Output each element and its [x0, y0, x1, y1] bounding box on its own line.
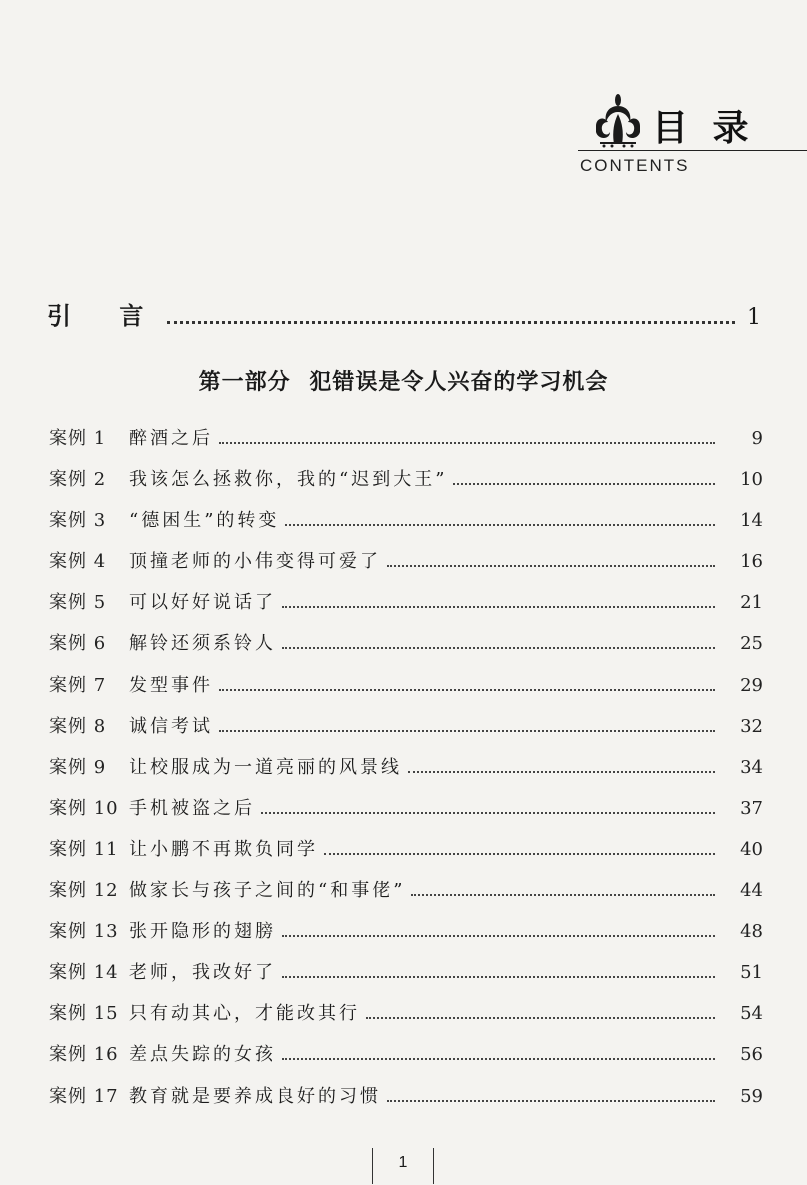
floral-ornament-icon: [592, 92, 644, 148]
part-title: 犯错误是令人兴奋的学习机会: [309, 370, 609, 395]
toc-entry-case[interactable]: [49, 1040, 763, 1081]
case-title: 老师，我改好了: [129, 962, 276, 984]
toc-entry-case[interactable]: [49, 1082, 763, 1123]
case-label: 案例 12: [49, 880, 119, 902]
toc-entry-case[interactable]: [49, 712, 763, 753]
case-label: 案例 10: [49, 797, 119, 819]
dot-leader: [167, 320, 735, 324]
dot-leader: [282, 605, 715, 608]
case-label: 案例 13: [49, 921, 119, 943]
case-title: 只有动其心，才能改其行: [129, 1003, 360, 1025]
toc-entry-case[interactable]: [49, 465, 763, 506]
case-label: 案例 17: [49, 1085, 119, 1107]
toc-entry-case[interactable]: [49, 876, 763, 917]
dot-leader: [324, 852, 715, 855]
case-label: 案例 6: [49, 633, 107, 655]
case-label: 案例 11: [49, 838, 119, 860]
toc-entry-case[interactable]: [49, 629, 763, 670]
case-title: 手机被盗之后: [129, 797, 255, 819]
case-page-number: 10: [740, 469, 763, 491]
dot-leader: [453, 482, 715, 485]
case-title: 顶撞老师的小伟变得可爱了: [129, 551, 381, 573]
dot-leader: [219, 441, 715, 444]
dot-leader: [366, 1016, 715, 1019]
dot-leader: [408, 770, 715, 773]
case-label: 案例 16: [49, 1044, 119, 1066]
case-page-number: 16: [740, 551, 763, 573]
case-title: 解铃还须系铃人: [129, 633, 276, 655]
page-number: 1: [398, 1154, 408, 1171]
dot-leader: [282, 975, 715, 978]
case-title: “德困生”的转变: [129, 510, 280, 532]
dot-leader: [219, 729, 715, 732]
case-page-number: 44: [740, 880, 763, 902]
dot-leader: [261, 811, 715, 814]
toc-entry-case[interactable]: [49, 753, 763, 794]
dot-leader: [411, 893, 715, 896]
toc-entry-case[interactable]: [49, 999, 763, 1040]
case-label: 案例 4: [49, 551, 107, 573]
case-page-number: 40: [740, 838, 763, 860]
toc-entry-case[interactable]: [49, 547, 763, 588]
dot-leader: [282, 934, 715, 937]
case-page-number: 32: [740, 715, 763, 737]
part-heading: [0, 365, 807, 396]
case-title: 诚信考试: [129, 715, 213, 737]
intro-page-number: 1: [747, 305, 761, 330]
part-number: 第一部分: [198, 370, 291, 395]
case-title: 醉酒之后: [129, 428, 213, 449]
case-label: 案例 5: [49, 592, 107, 614]
dot-leader: [285, 523, 715, 526]
toc-entry-case[interactable]: [49, 588, 763, 629]
toc-entry-case[interactable]: [49, 835, 763, 876]
toc-entry-case[interactable]: [49, 917, 763, 958]
case-title: 发型事件: [129, 674, 213, 696]
case-page-number: 34: [740, 756, 763, 778]
intro-label: 引 言: [47, 302, 164, 330]
toc-entry-case[interactable]: [49, 958, 763, 999]
toc-entry-intro[interactable]: [47, 296, 761, 332]
case-label: 案例 9: [49, 756, 107, 778]
toc-entry-case[interactable]: [49, 794, 763, 835]
case-page-number: 59: [740, 1085, 763, 1107]
case-label: 案例 2: [49, 469, 107, 491]
case-label: 案例 1: [49, 428, 107, 449]
dot-leader: [282, 1057, 715, 1060]
case-page-number: 48: [740, 921, 763, 943]
case-title: 做家长与孩子之间的“和事佬”: [129, 880, 406, 902]
dot-leader: [387, 564, 715, 567]
case-title: 差点失踪的女孩: [129, 1044, 276, 1066]
case-title: 可以好好说话了: [129, 592, 276, 614]
dot-leader: [282, 646, 715, 649]
case-label: 案例 8: [49, 715, 107, 737]
case-page-number: 25: [740, 633, 763, 655]
case-label: 案例 14: [49, 962, 119, 984]
case-page-number: 29: [740, 674, 763, 696]
toc-entry-case[interactable]: [49, 671, 763, 712]
toc-entry-case[interactable]: [49, 506, 763, 547]
case-page-number: 9: [751, 428, 763, 449]
case-label: 案例 7: [49, 674, 107, 696]
case-list: [49, 424, 763, 1123]
case-title: 我该怎么拯救你，我的“迟到大王”: [129, 469, 448, 491]
toc-entry-case[interactable]: [49, 424, 763, 465]
case-page-number: 14: [740, 510, 763, 532]
toc-header: [578, 92, 807, 182]
case-title: 张开隐形的翅膀: [129, 921, 276, 943]
dot-leader: [219, 688, 715, 691]
case-page-number: 21: [740, 592, 763, 614]
toc-title: 目 录: [652, 108, 755, 149]
case-title: 让小鹏不再欺负同学: [129, 838, 318, 860]
header-divider: [578, 150, 807, 151]
case-page-number: 51: [740, 962, 763, 984]
footer-right-bar: [433, 1148, 434, 1184]
page-footer: [372, 1148, 434, 1185]
case-title: 教育就是要养成良好的习惯: [129, 1085, 381, 1107]
case-page-number: 54: [740, 1003, 763, 1025]
case-page-number: 37: [740, 797, 763, 819]
case-title: 让校服成为一道亮丽的风景线: [129, 756, 402, 778]
case-page-number: 56: [740, 1044, 763, 1066]
contents-label: CONTENTS: [580, 156, 690, 175]
dot-leader: [387, 1099, 715, 1102]
case-label: 案例 3: [49, 510, 107, 532]
case-label: 案例 15: [49, 1003, 119, 1025]
